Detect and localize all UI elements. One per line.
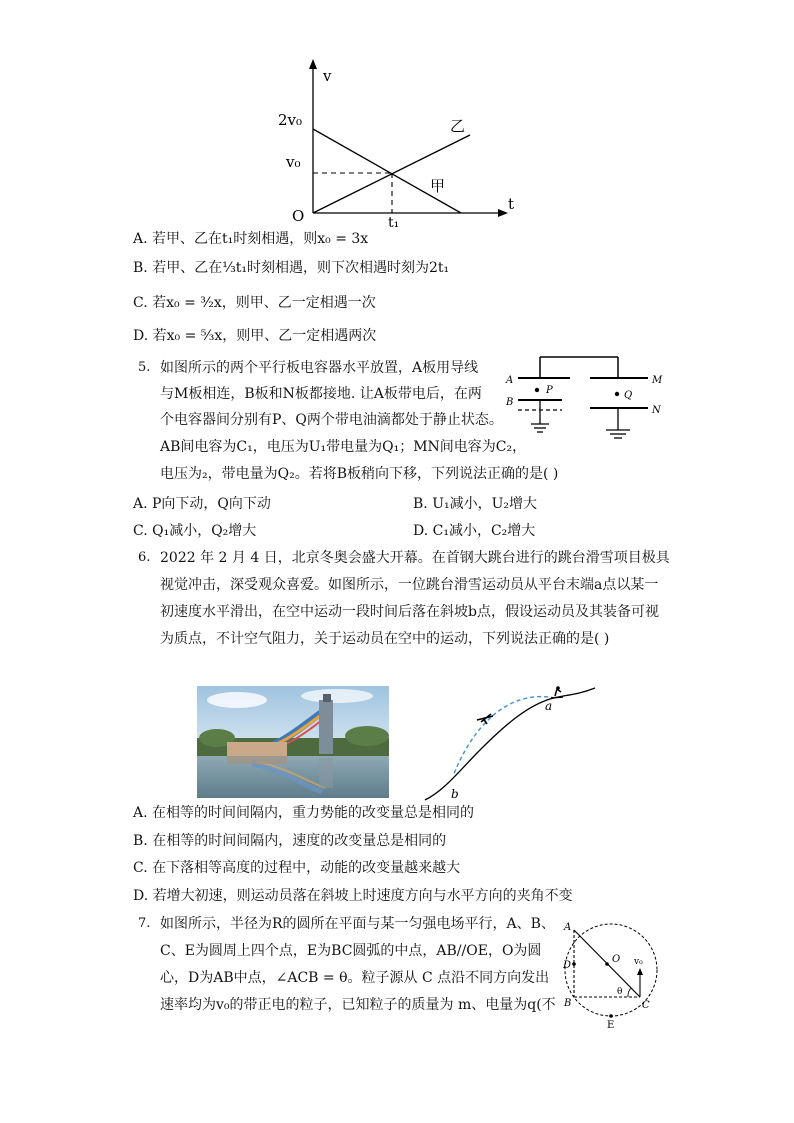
q7-number: 7.	[138, 916, 151, 931]
skier-head-icon	[556, 686, 560, 690]
circle-field-figure	[556, 912, 666, 1032]
label-b: b	[451, 787, 459, 801]
label-m: M	[652, 375, 663, 386]
q5-text-line: AB间电容为C₁，电压为U₁带电量为Q₁；MN间电容为C₂，	[160, 439, 527, 455]
label-d: D	[563, 960, 572, 971]
two-v0-label: 2v₀	[278, 111, 303, 129]
point-e	[609, 1014, 613, 1018]
label-p: P	[546, 385, 553, 396]
label-b: B	[564, 998, 572, 1009]
q6-option-c: C. 在下落相等高度的过程中，动能的改变量越来越大	[133, 860, 461, 876]
q6-number: 6.	[138, 550, 151, 565]
oil-drop-p	[535, 388, 539, 392]
q4-option-a: A. 若甲、乙在t₁时刻相遇，则x₀ = 3x	[133, 231, 369, 247]
q5-number: 5.	[138, 360, 151, 375]
t-axis-arrow	[498, 209, 508, 217]
label-v0: v₀	[634, 957, 643, 967]
q7-text-line: 速率均为v₀的带正电的粒子，已知粒子的质量为 m、电量为q(不	[160, 997, 556, 1013]
point-o	[605, 962, 609, 966]
jia-line	[313, 129, 461, 213]
t1-label: t₁	[388, 215, 400, 230]
ski-jump-photo	[197, 686, 389, 798]
label-q: Q	[624, 390, 633, 401]
jia-label: 甲	[430, 177, 446, 195]
q7-text-line: 如图所示，半径为R的圆所在平面与某一匀强电场平行，A、B、	[160, 916, 555, 932]
trajectory-figure	[405, 680, 605, 804]
q6-option-a: A. 在相等的时间间隔内，重力势能的改变量总是相同的	[133, 805, 475, 821]
velocity-time-graph	[270, 55, 530, 230]
label-b: B	[506, 397, 514, 408]
label-theta: θ	[617, 987, 623, 997]
q5-option-c: C. Q₁减小，Q₂增大	[133, 523, 257, 539]
origin-label: O	[292, 207, 305, 225]
v0-arrow-head	[637, 968, 643, 975]
q5-option-a: A. P向下动，Q向下动	[133, 496, 271, 512]
q5-text-line: 个电容器间分别有P、Q两个带电油滴都处于静止状态。	[160, 412, 503, 428]
label-o: O	[612, 954, 621, 965]
q6-option-b: B. 在相等的时间间隔内，速度的改变量总是相同的	[133, 833, 447, 849]
trajectory-path	[453, 697, 555, 776]
q7-text-line: C、E为圆周上四个点，E为BC圆弧的中点，AB//OE，O为圆	[160, 943, 542, 959]
q6-text-line: 为质点，不计空气阻力，关于运动员在空中的运动，下列说法正确的是( )	[160, 631, 610, 647]
q5-text-line: 如图所示的两个平行板电容器水平放置，A板用导线	[160, 360, 479, 376]
q5-text-line: 与M板相连，B板和N板都接地. 让A板带电后，在两	[160, 386, 482, 402]
q7-text-line: 心，D为AB中点，∠ACB = θ。粒子源从 C 点沿不同方向发出	[160, 970, 550, 986]
yi-label: 乙	[450, 117, 466, 135]
q6-text-line: 视觉冲击，深受观众喜爱。如图所示，一位跳台滑雪运动员从平台末端a点以某一	[160, 577, 659, 593]
q5-option-d: D. C₁减小，C₂增大	[413, 523, 536, 539]
q6-option-d: D. 若增大初速，则运动员落在斜坡上时速度方向与水平方向的夹角不变	[133, 888, 573, 904]
q4-option-c: C. 若x₀ = ³⁄₂x，则甲、乙一定相遇一次	[133, 295, 376, 311]
slope-curve	[425, 688, 595, 800]
capacitor-figure	[500, 352, 670, 444]
q5-option-b: B. U₁减小，U₂增大	[413, 496, 538, 512]
v-axis-arrow	[309, 59, 317, 69]
q6-text-line: 2022 年 2 月 4 日，北京冬奥会盛大开幕。在首钢大跳台进行的跳台滑雪项目极具	[160, 550, 670, 566]
oil-drop-q	[615, 392, 619, 396]
q5-text-line: 电压为₂，带电量为Q₂。若将B板稍向下移，下列说法正确的是( )	[160, 466, 559, 482]
v-axis-label: v	[323, 67, 332, 85]
label-a: A	[564, 922, 572, 933]
q4-option-d: D. 若x₀ = ⁵⁄₃x，则甲、乙一定相遇两次	[133, 328, 377, 344]
q6-text-line: 初速度水平滑出，在空中运动一段时间后落在斜坡b点，假设运动员及其装备可视	[160, 604, 659, 620]
v0-label: v₀	[286, 153, 301, 171]
t-axis-label: t	[508, 195, 515, 213]
label-a: A	[506, 375, 514, 386]
q4-option-b: B. 若甲、乙在⅓t₁时刻相遇，则下次相遇时刻为2t₁	[133, 260, 450, 276]
label-a: a	[545, 699, 553, 713]
theta-arc	[628, 988, 631, 997]
point-d	[572, 962, 576, 966]
label-c: C	[642, 1000, 650, 1011]
label-n: N	[652, 405, 661, 416]
label-e: E	[607, 1020, 615, 1031]
